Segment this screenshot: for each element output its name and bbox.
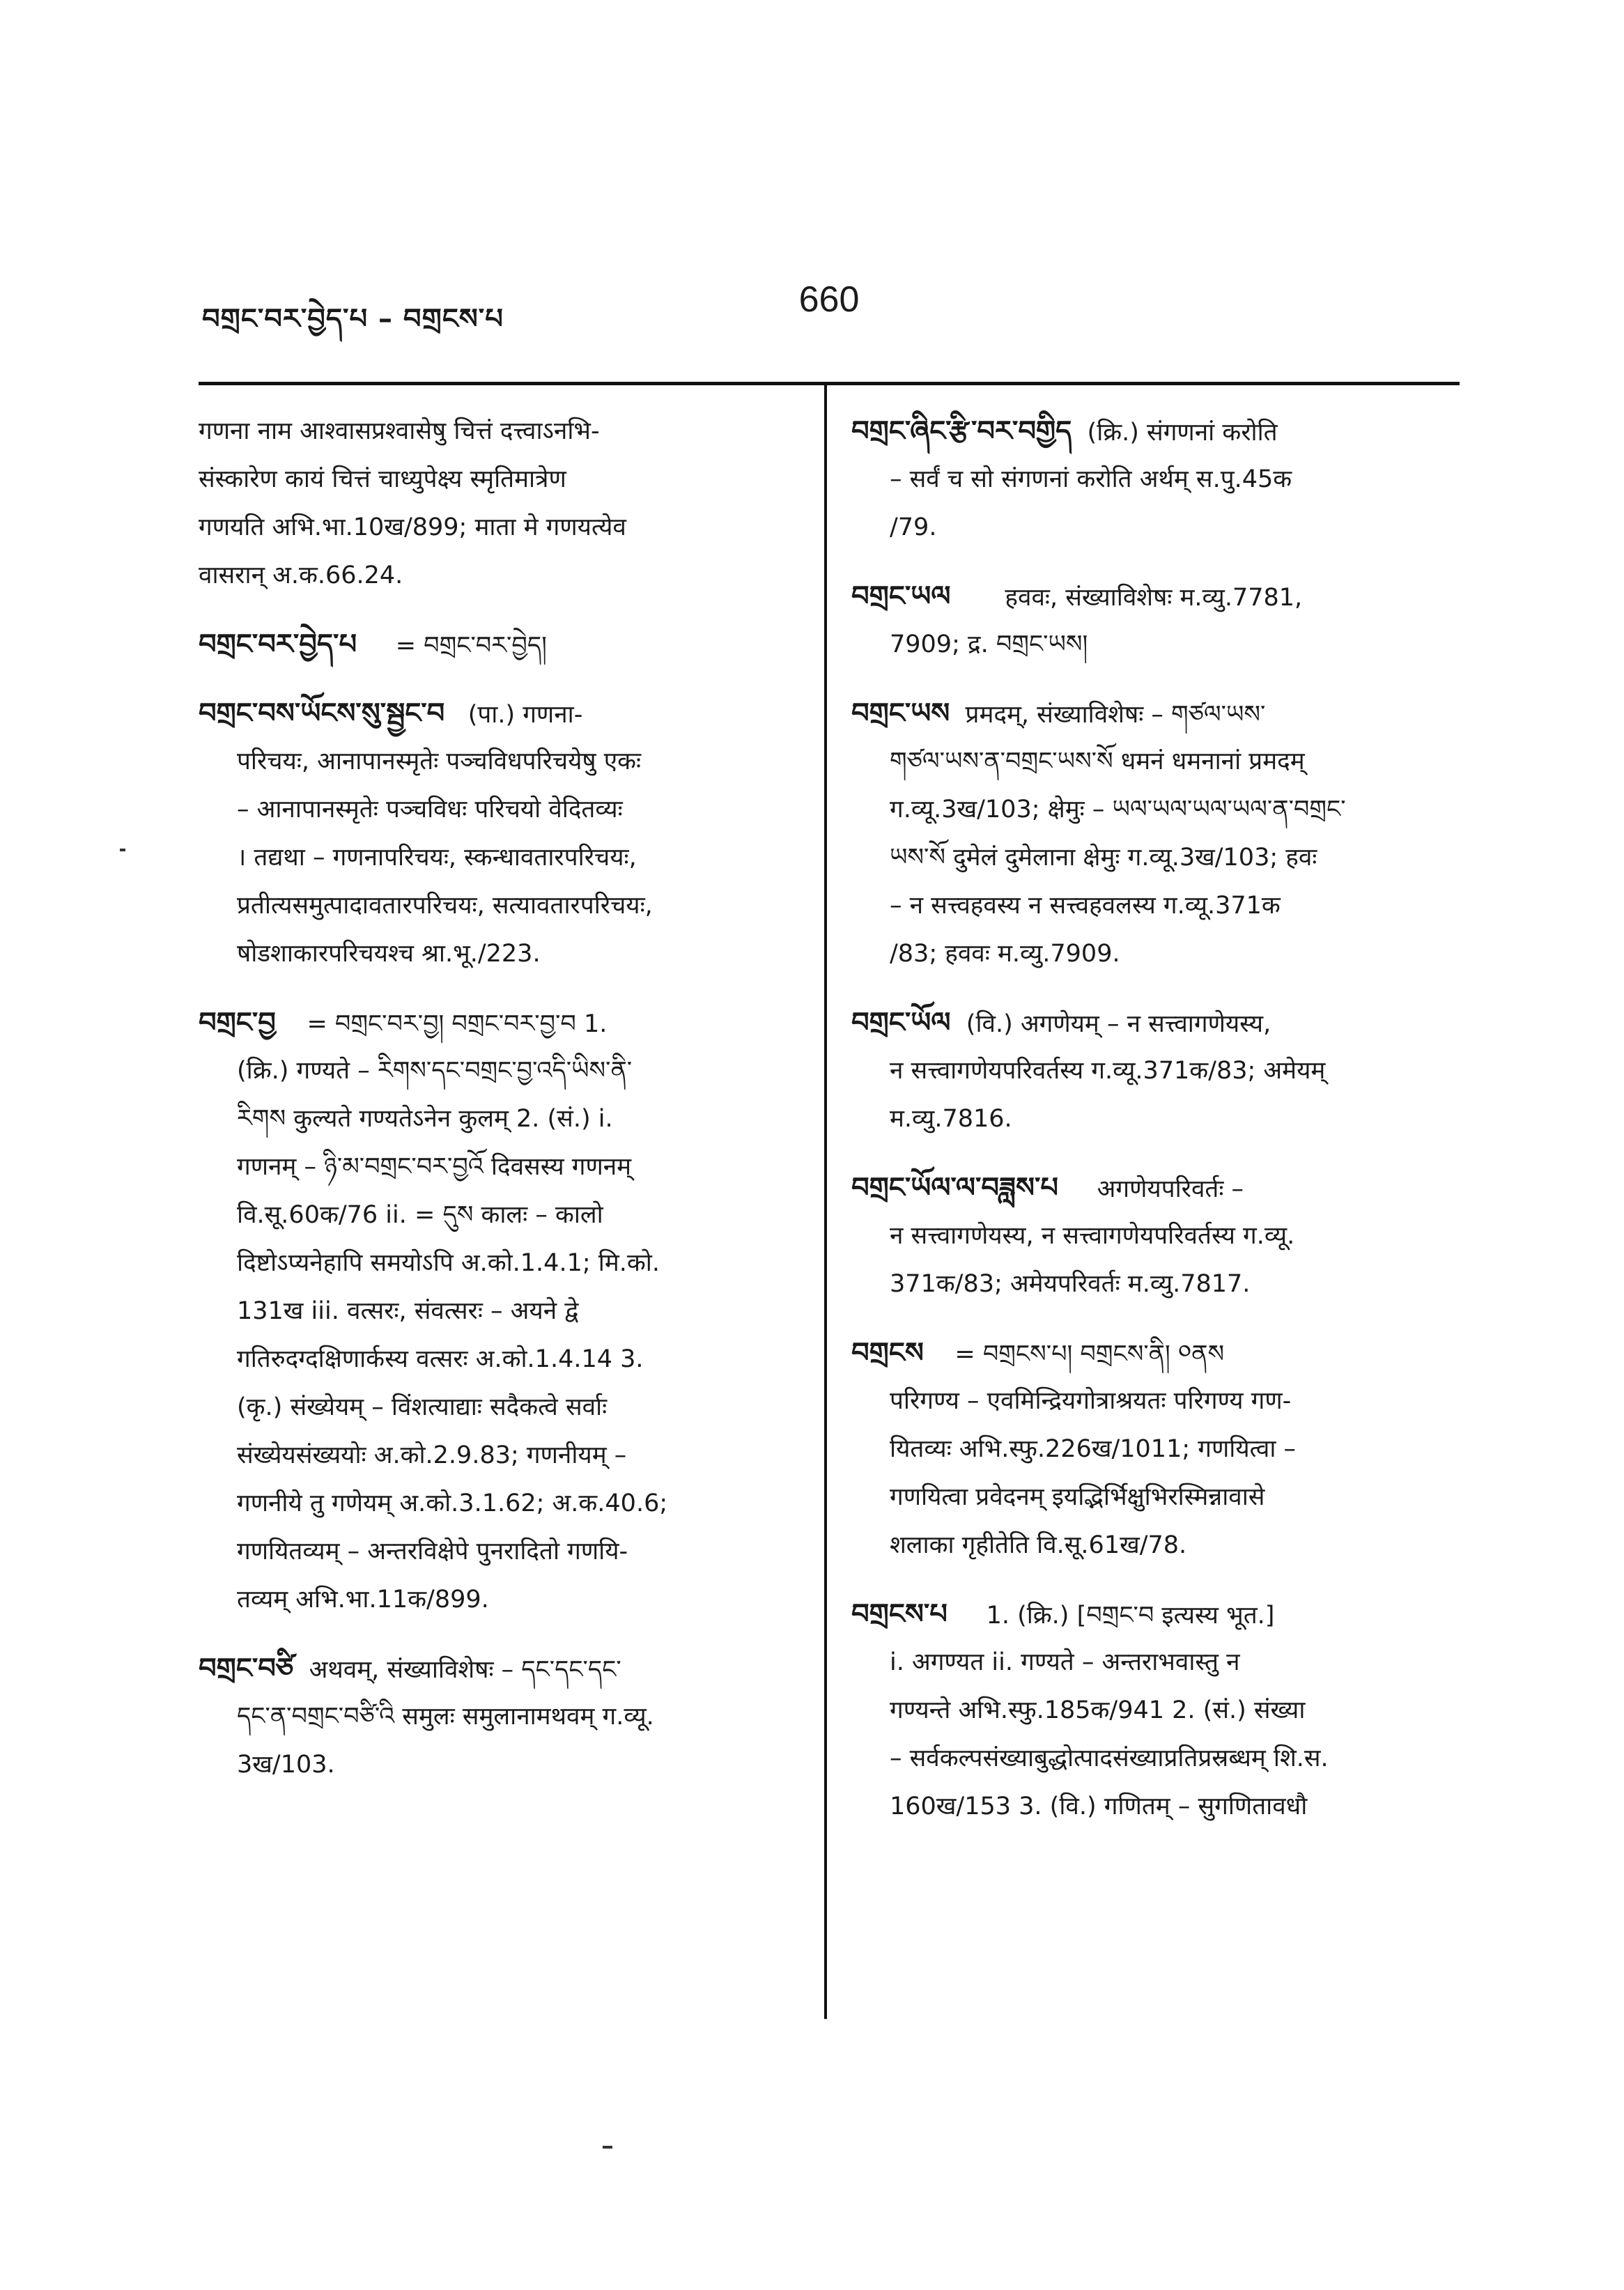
entry-headword: བགྲང་ཡོལ་ལ་བཟླས་པ (851, 1172, 1058, 1204)
entry-line: अगणेयपरिवर्तः – (1097, 1175, 1244, 1203)
entry-line: गणयितव्यम् – अन्तरविक्षेपे पुनरादितो गणयि- (237, 1538, 628, 1565)
entry-line: /83; हववः म.व्यु.7909. (890, 940, 1120, 968)
entry-headword: བགྲངས་པ (851, 1598, 948, 1630)
entry-line: = བགྲང་བར་བྱ། བགྲང་བར་བྱ་བ 1. (307, 1010, 608, 1038)
entry-line: यितव्यः अभि.स्फु.226ख/1011; गणयित्वा – (890, 1435, 1297, 1463)
entry-line: गणनीये तु गणेयम् अ.को.3.1.62; अ.क.40.6; (237, 1490, 668, 1517)
entry-line: दिष्टोऽप्यनेहापि समयोऽपि अ.को.1.4.1; मि.को. (237, 1249, 660, 1277)
entry-headword: བགྲངས (851, 1337, 924, 1369)
entry-line: षोडशाकारपरिचयश्च श्रा.भू./223. (237, 940, 541, 968)
entry-line: 7909; द्र. བགྲང་ཡས། (890, 630, 1088, 658)
entry-line: 1. (क्रि.) [བགྲང་བ इत्यस्य भूत.] (986, 1602, 1275, 1630)
dictionary-entry (851, 690, 1460, 978)
entry-line: गणनम् – ཉི་མ་བགྲང་བར་བྱའོ दिवसस्य गणनम् (237, 1153, 632, 1181)
entry-line: परिगण्य – एवमिन्द्रियगोत्राश्रयतः परिगण्य गण- (890, 1387, 1292, 1415)
entry-line: 371क/83; अमेयपरिवर्तः म.व्यु.7817. (890, 1270, 1251, 1298)
entry-line: 131ख iii. वत्सरः, संवत्सरः – अयने द्वे (237, 1297, 579, 1325)
margin-mark (120, 849, 125, 851)
entry-line: वासरान् अ.क.66.24. (199, 562, 403, 589)
entry-headword: བགྲང་བཙི (199, 1653, 294, 1685)
column-divider (824, 385, 827, 2019)
entry-line: गणयति अभि.भा.10ख/899; माता मे गणयत्येव (199, 513, 626, 541)
entry-line: (वि.) अगणेयम् – न सत्त्वागणेयस्य, (966, 1010, 1271, 1038)
entry-line: = བགྲངས་པ། བགྲངས་ནི། ༠ནས (954, 1340, 1225, 1368)
entry-line: 160ख/153 3. (वि.) गणितम् – सुगणितावधौ (890, 1793, 1308, 1820)
footer-mark (603, 2146, 612, 2149)
entry-headword: བགྲང་བས་ཡོངས་སུ་སྦྱང་བ (199, 697, 445, 729)
entry-line: ཡས་སོ दुमेलं दुमेलाना क्षेमुः ग.व्यू.3ख/103; हवः (890, 844, 1317, 872)
entry-line: (पा.) गणना- (467, 701, 583, 729)
entry-line: – सर्वकल्पसंख्याबुद्धोत्पादसंख्याप्रतिप्रस्रब्धम् शि.स. (890, 1744, 1329, 1772)
entry-line: संस्कारेण कायं चित्तं चाध्युपेक्ष्य स्मृतिमात्रेण (199, 465, 566, 493)
entry-line: /79. (890, 513, 937, 541)
dictionary-entry (199, 999, 801, 1624)
entry-line: । तद्यथा – गणनापरिचयः, स्कन्धावतारपरिचयः, (237, 844, 637, 872)
entry-line: གཙལ་ཡས་ན་བགྲང་ཡས་སོ धमनं धमनानां प्रमदम् (890, 748, 1305, 775)
entry-line: (क्रि.) संगणनां करोति (1087, 419, 1278, 447)
dictionary-entry (199, 408, 801, 600)
entry-line: गण्यन्ते अभि.स्फु.185क/941 2. (सं.) संख्या (890, 1696, 1306, 1724)
running-head: བགྲང་བར་བྱེད་པ – བགྲངས་པ (202, 303, 504, 335)
entry-headword: བགྲང་ཡོལ (851, 1007, 951, 1039)
entry-headword: བགྲང་ཡལ (851, 580, 951, 612)
entry-line: i. अगण्यत ii. गण्यते – अन्तराभवास्तु न (890, 1648, 1240, 1676)
entry-line: – सर्वं च सो संगणनां करोति अर्थम् स.पु.45क (890, 465, 1292, 493)
dictionary-entry (851, 573, 1460, 669)
entry-line: हववः, संख्याविशेषः म.व्यु.7781, (1005, 584, 1303, 612)
entry-line: गणना नाम आश्वासप्रश्वासेषु चित्तं दत्त्वाऽनभि- (199, 417, 600, 445)
entry-line: (कृ.) संख्येयम् – विंशत्याद्याः सदैकत्वे सर्वाः (237, 1393, 608, 1421)
dictionary-entry (199, 621, 801, 669)
entry-headword: བགྲང་ཡས (851, 697, 950, 729)
dictionary-entry (851, 1591, 1460, 1831)
page-number: 660 (798, 279, 860, 320)
entry-line: न सत्त्वागणेयपरिवर्तस्य ग.व्यू.371क/83; अमेयम् (890, 1057, 1326, 1085)
right-column (851, 408, 1460, 1852)
entry-line: अथवम्, संख्याविशेषः – དང་དང་དང་ (309, 1656, 621, 1684)
entry-line: (क्रि.) गण्यते – རིགས་དང་བགྲང་བྱ་འདི་ཡིས་ནི་ (237, 1057, 633, 1085)
dictionary-entry (199, 690, 801, 978)
entry-line: परिचयः, आनापानस्मृतेः पञ्चविधपरिचयेषु एकः (237, 748, 642, 775)
entry-line: 3ख/103. (237, 1751, 335, 1779)
entry-line: རིགས कुल्यते गण्यतेऽनेन कुलम् 2. (सं.) i. (237, 1105, 613, 1133)
dictionary-entry (851, 1164, 1460, 1308)
header-rule (199, 382, 1460, 385)
entry-line: म.व्यु.7816. (890, 1105, 1012, 1133)
entry-line: वि.सू.60क/76 ii. = དུས कालः – कालो (237, 1201, 603, 1229)
entry-headword: བགྲང་བར་བྱེད་པ (199, 628, 357, 660)
entry-line: དང་ན་བགྲང་བཙི་འི समुलः समुलानामथवम् ग.व्यू. (237, 1703, 654, 1731)
left-column (199, 408, 801, 1810)
dictionary-entry (851, 999, 1460, 1143)
entry-line: गणयित्वा प्रवेदनम् इयद्भिर्भिक्षुभिरस्मिन्नावासे (890, 1483, 1265, 1511)
dictionary-entry (199, 1645, 801, 1789)
dictionary-entry (851, 408, 1460, 552)
entry-line: न सत्त्वागणेयस्य, न सत्त्वागणेयपरिवर्तस्य ग.व्यू. (890, 1222, 1295, 1250)
entry-headword: བགྲང་བྱ (199, 1007, 276, 1039)
entry-line: तव्यम् अभि.भा.11क/899. (237, 1586, 489, 1614)
entry-line: ग.व्यू.3ख/103; क्षेमुः – ཡལ་ཡལ་ཡལ་ཡལ་ན་བགྲང་ (890, 796, 1346, 823)
entry-headword: བགྲང་ཞིང་རྩི་བར་བགྱིད (851, 415, 1072, 447)
entry-line: संख्येयसंख्ययोः अ.को.2.9.83; गणनीयम् – (237, 1441, 627, 1469)
entry-line: प्रतीत्यसमुत्पादावतारपरिचयः, सत्यावतारपरिचयः, (237, 892, 653, 920)
entry-line: शलाका गृहीतेति वि.सू.61ख/78. (890, 1531, 1187, 1559)
entry-line: प्रमदम्, संख्याविशेषः – གཙལ་ཡས་ (965, 701, 1266, 729)
entry-line: – न सत्त्वहवस्य न सत्त्वहवलस्य ग.व्यू.371क (890, 892, 1281, 920)
dictionary-entry (851, 1329, 1460, 1570)
entry-line: – आनापानस्मृतेः पञ्चविधः परिचयो वेदितव्यः (237, 796, 623, 823)
entry-line: = བགྲང་བར་བྱེད། (395, 632, 547, 660)
entry-line: गतिरुदग्दक्षिणार्कस्य वत्सरः अ.को.1.4.14 3. (237, 1345, 644, 1373)
